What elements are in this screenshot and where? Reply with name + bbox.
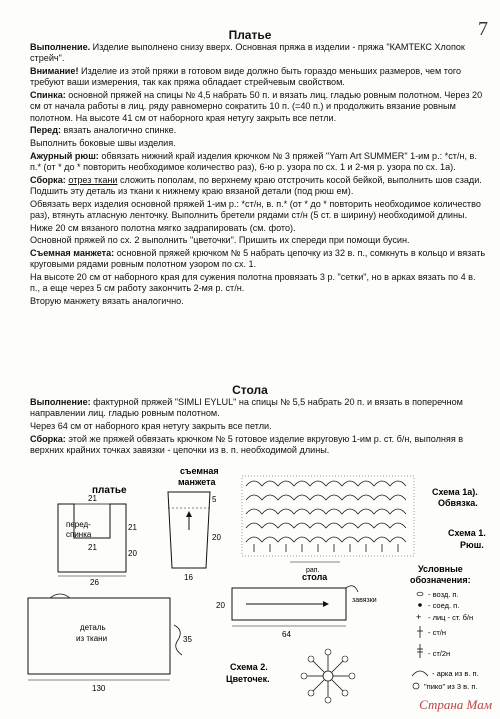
dress-top-width: 21 [88, 494, 97, 503]
execution-text: Изделие выполнено снизу вверх. Основная пряжа в изделии - пряжа "КАМТЕКС Хлопок стрейч". [30, 42, 465, 64]
repeat-label: рап. [306, 567, 320, 574]
fabric-side-curve [174, 625, 182, 655]
assembly-label: Сборка: [30, 174, 66, 185]
arch-icon [412, 671, 428, 676]
fabric-width: 130 [92, 684, 106, 693]
picot-icon [413, 683, 419, 689]
assembly-text: сложить пополам, по верхнему краю отстрочить косой бейкой, выполнить шов сзади. Подшить эту деталь из ткани к нижнему краю вязаной детали (под рюш ем). [30, 174, 482, 196]
lace-text: обвязать нижний край изделия крючком № 3 пряжей "Yarn Art SUMMER" 1-им р.: *ст/н, в. п.* (от * до * повторить необходимое количество раз), 6-ю р. узора по сх. 1 и 2-мя р. узора по сх. 1а). [30, 150, 477, 172]
legend-item-5: - ст/2н [428, 649, 451, 658]
fabric-label-2: из ткани [76, 634, 108, 643]
scheme-1a-label-2: Обвязка. [438, 498, 478, 508]
stole-pattern-title: стола [302, 572, 328, 582]
fabric-pattern [28, 594, 192, 693]
single-crochet-icon: + [416, 612, 422, 622]
cuff-title-2: манжета [178, 477, 216, 487]
legend-item-7: "пико" из 3 в. п. [424, 682, 478, 691]
seams-paragraph: Выполнить боковые швы изделия. [30, 138, 176, 148]
dress-piece-label-1: перед- [66, 520, 91, 529]
fabric-top-curve [50, 594, 70, 598]
stole-title: Стола [232, 383, 268, 397]
scheme-1a-label-1: Схема 1а). [432, 487, 478, 497]
scheme-1-label-2: Рюш. [460, 540, 484, 550]
stole-assembly-label: Сборка: [30, 433, 66, 444]
legend-item-6: - арка из в. п. [432, 669, 479, 678]
dress-height-upper: 21 [128, 523, 137, 532]
fabric-height: 35 [183, 635, 192, 644]
stole-pattern [216, 572, 377, 639]
dress-pattern [58, 485, 137, 587]
cuff-paragraph-2: На высоте 20 см от наборного края для сужения полотна провязать 3 р. "сетки", но в арках вязать по 4 в. п., а еще через 5 см работу закончить 2-мя р. ст/н. [30, 271, 476, 294]
back-label: Спинка: [30, 90, 66, 100]
stole-height: 20 [216, 601, 225, 610]
stole-assembly-text: этой же пряжей обвязать крючком № 5 готовое изделие вкруговую 1-им р. ст. б/н, выполняя в верхних крайних точках завязки - цепочки из в. п. необходимой длины. [30, 433, 464, 455]
cuff-text: основной пряжей крючком № 5 набрать цепочку из 32 в. п., сомкнуть в кольцо и вязать круговыми рядами ровным полотном узором по сх. 1. [30, 247, 486, 270]
slip-stitch-icon [418, 603, 422, 607]
legend-item-1: - возд. п. [428, 590, 459, 599]
scheme-stitches [254, 544, 398, 552]
dress-pattern-title: платье [92, 485, 127, 496]
scheme-1-chart [242, 476, 486, 574]
drape-paragraph: Ниже 20 см вязаного полотна мягко задрапировать (см. фото). [30, 222, 296, 233]
legend-item-2: - соед. п. [428, 601, 460, 610]
cuff-title-1: съемная [180, 466, 219, 476]
page-number: 7 [478, 18, 488, 40]
front-text: вязать аналогично спинке. [61, 125, 177, 136]
attention-text: Изделие из этой пряжи в готовом виде должно быть гораздо меньших размеров, чем того требуют ваши измерения, так как пряжа обладает стрейчевым свойством. [30, 66, 462, 88]
cuff-width: 16 [184, 573, 193, 582]
stole-execution-text: фактурной пряжей "SIMLI EYLUL" на спицы № 5,5 набрать 20 п. и вязать в поперечном направлении лиц. гладью ровным полотном. [30, 397, 463, 419]
dress-height-lower: 20 [128, 549, 137, 558]
stole-tie [346, 586, 358, 592]
stole-width: 64 [282, 630, 291, 639]
watermark: Страна Мам [419, 697, 492, 712]
scheme-arches [246, 481, 406, 542]
dress-title: Платье [228, 28, 272, 42]
stole-closing-paragraph: Через 64 см от наборного края нетугу закрыть все петли. [30, 421, 272, 431]
front-label: Перед: [30, 125, 62, 136]
back-text: основной пряжей на спицы № 4,5 набрать 50 п. и вязать лиц. гладью ровным полотном. Через 20 см от начала работы в лиц. ряду равномерно сократить 10 п. (=40 п.) и продолжить вязание ровным полотном. На высоте 41 см от наборного края нетугу закрыть все петли. [30, 90, 483, 123]
scheme-2-label-2: Цветочек. [226, 674, 270, 684]
scheme-2-flower [226, 649, 355, 703]
execution-label: Выполнение. [30, 42, 91, 52]
dress-inner-width: 21 [88, 543, 97, 552]
flower-center [323, 671, 333, 681]
stole-tie-label: завязки [352, 597, 377, 604]
scheme-2-label-1: Схема 2. [230, 662, 268, 672]
stole-execution-label: Выполнение: [30, 397, 91, 407]
cuff-side-top: 5 [212, 495, 217, 504]
cuff-paragraph-3: Вторую манжету вязать аналогично. [30, 295, 184, 306]
dress-bottom-width: 26 [90, 578, 99, 587]
cuff-pattern [168, 466, 221, 582]
attention-label: Внимание! [30, 66, 79, 76]
assembly-cut: отрез ткани [68, 174, 118, 185]
legend-title-1: Условные [418, 564, 463, 574]
fabric-label-1: деталь [80, 623, 106, 632]
lace-label: Ажурный рюш: [30, 150, 99, 161]
top-edge-paragraph: Обвязать верх изделия основной пряжей 1-им р.: *ст/н, в. п.* (от * до * повторить необходимое количество раз), втянуть атласную ленточку. Выполнить бретели рядами ст/н (5 ст. в ширину) необходимой длины. [30, 198, 481, 220]
dress-piece-label-2: спинка [66, 530, 92, 539]
cuff-label: Съемная манжета: [30, 247, 115, 258]
legend [410, 564, 479, 691]
chain-stitch-icon [417, 592, 423, 596]
cuff-side-mid: 20 [212, 533, 221, 542]
scheme-1-label-1: Схема 1. [448, 528, 486, 538]
scheme-chart-frame [242, 476, 414, 556]
legend-title-2: обозначения: [410, 575, 471, 585]
legend-item-4: - ст/н [428, 628, 446, 637]
flower-paragraph: Основной пряжей по сх. 2 выполнить "цветочки". Пришить их спереди при помощи бусин. [30, 235, 410, 246]
legend-item-3: - лиц - ст. б/н [428, 613, 474, 622]
